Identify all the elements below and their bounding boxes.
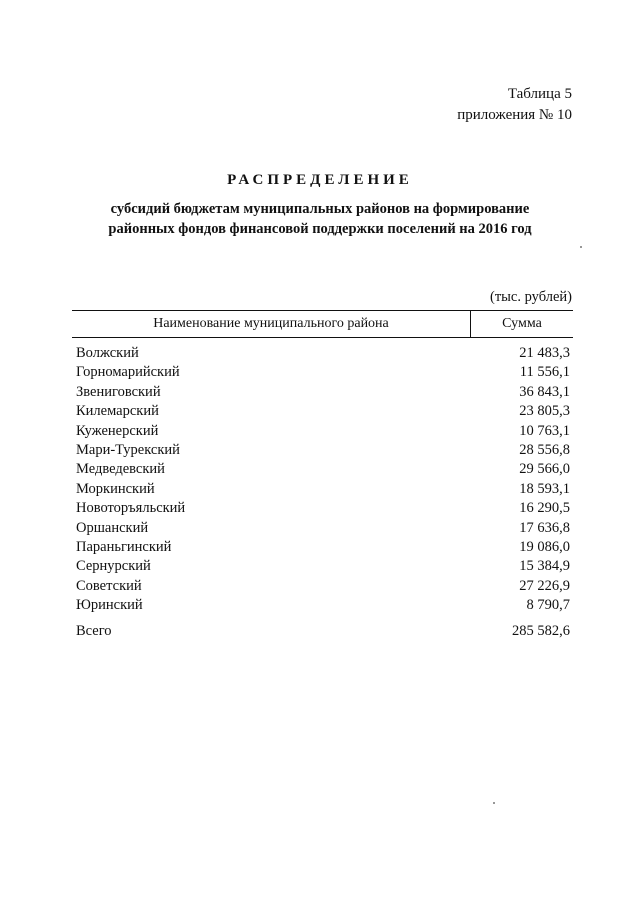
unit-label: (тыс. рублей)	[490, 289, 572, 305]
table-header	[72, 310, 573, 338]
column-header-name: Наименование муниципального района	[72, 311, 471, 337]
district-name: Горномарийский	[76, 364, 180, 381]
district-name: Сернурский	[76, 558, 151, 575]
district-sum: 19 086,0	[519, 538, 570, 555]
district-sum: 36 843,1	[519, 383, 570, 400]
subtitle-line-1: субсидий бюджетам муниципальных районов на формирование	[110, 201, 530, 217]
district-name: Моркинский	[76, 480, 155, 497]
district-sum: 18 593,1	[519, 480, 570, 497]
table-label: Таблица 5	[507, 86, 572, 102]
total-row	[76, 621, 570, 641]
district-name: Параньгинский	[76, 538, 172, 555]
district-sum: 28 556,8	[519, 441, 570, 458]
scan-speck	[580, 246, 582, 248]
total-sum: 285 582,6	[512, 623, 570, 639]
district-name: Юринский	[76, 597, 143, 614]
table-row	[76, 557, 570, 576]
table-row	[76, 577, 570, 596]
scan-speck	[493, 802, 495, 804]
district-name: Волжский	[76, 345, 139, 361]
appendix-label: приложения № 10	[457, 107, 572, 123]
district-name: Звениговский	[76, 383, 161, 400]
district-sum: 21 483,3	[519, 345, 570, 361]
table-reference	[457, 84, 572, 126]
document-subtitle	[0, 199, 640, 239]
district-sum: 17 636,8	[519, 519, 570, 536]
district-name: Оршанский	[76, 519, 149, 536]
table-row	[76, 383, 570, 402]
subtitle-line-2: районных фондов финансовой поддержки поселений на 2016 год	[108, 221, 532, 237]
table-row	[76, 402, 570, 421]
table-row	[76, 363, 570, 382]
table-row	[76, 480, 570, 499]
district-name: Новоторъяльский	[76, 500, 186, 517]
table-body	[76, 344, 570, 615]
district-name: Медведевский	[76, 461, 165, 478]
district-sum: 15 384,9	[519, 558, 570, 575]
table-row	[76, 519, 570, 538]
table-row	[76, 499, 570, 518]
district-sum: 8 790,7	[526, 597, 570, 614]
district-sum: 29 566,0	[519, 461, 570, 478]
table-row	[76, 460, 570, 479]
district-sum: 11 556,1	[519, 364, 570, 381]
document-title: РАСПРЕДЕЛЕНИЕ	[227, 172, 413, 188]
district-name: Мари-Турекский	[76, 441, 180, 458]
table-row	[76, 344, 570, 363]
district-sum: 10 763,1	[519, 422, 570, 439]
district-name: Советский	[76, 577, 142, 594]
district-name: Куженерский	[76, 422, 159, 439]
district-sum: 16 290,5	[519, 500, 570, 517]
district-sum: 23 805,3	[519, 403, 570, 420]
table-row	[76, 422, 570, 441]
table-row	[76, 538, 570, 557]
table-row	[76, 441, 570, 460]
column-header-sum: Сумма	[502, 316, 542, 331]
district-sum: 27 226,9	[519, 577, 570, 594]
total-label: Всего	[76, 623, 112, 639]
table-row	[76, 596, 570, 615]
district-name: Килемарский	[76, 403, 159, 420]
